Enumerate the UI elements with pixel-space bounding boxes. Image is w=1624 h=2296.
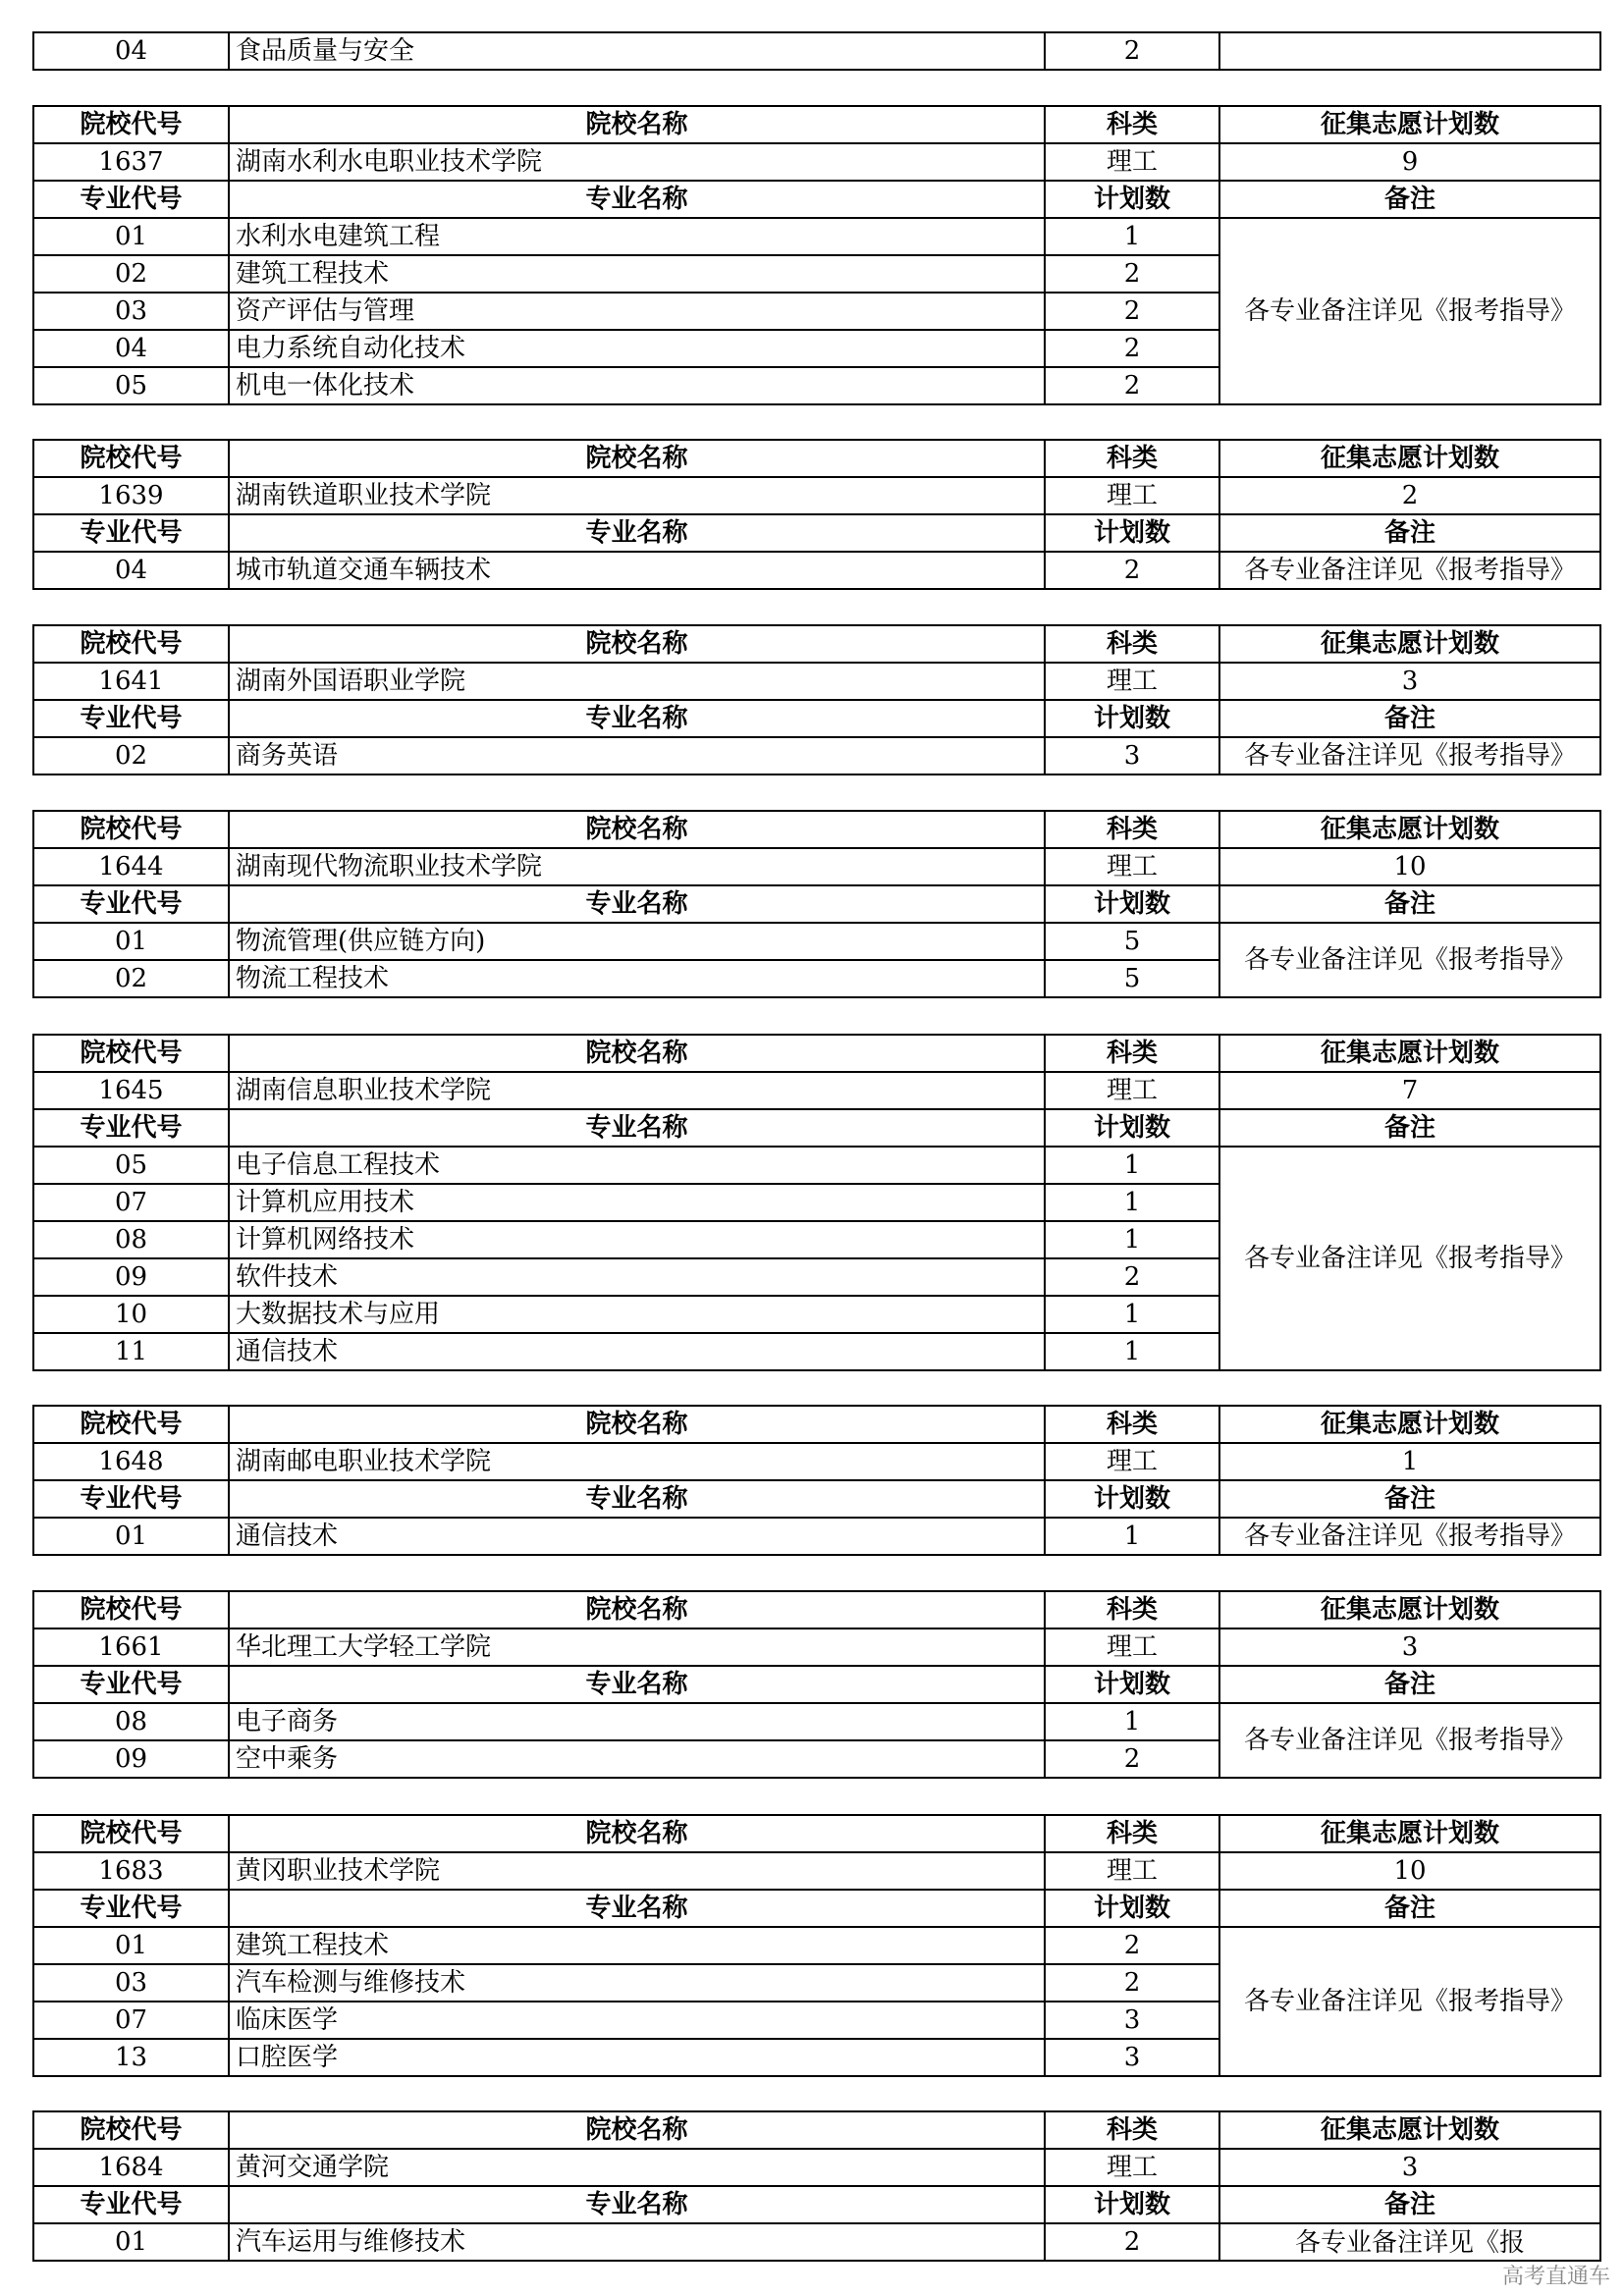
major-name: 建筑工程技术 bbox=[229, 255, 1045, 293]
header-note: 备注 bbox=[1219, 514, 1600, 552]
school-category: 理工 bbox=[1045, 1443, 1219, 1480]
major-code: 04 bbox=[33, 330, 229, 367]
major-plan: 5 bbox=[1045, 923, 1219, 960]
school-header-row bbox=[33, 1815, 1600, 1852]
header-category: 科类 bbox=[1045, 811, 1219, 848]
major-code: 07 bbox=[33, 2002, 229, 2039]
major-plan: 3 bbox=[1045, 2039, 1219, 2076]
major-note: 各专业备注详见《报考指导》 bbox=[1219, 552, 1600, 589]
school-category: 理工 bbox=[1045, 1852, 1219, 1890]
header-school-name: 院校名称 bbox=[229, 1815, 1045, 1852]
school-category: 理工 bbox=[1045, 663, 1219, 700]
header-major-name: 专业名称 bbox=[229, 1890, 1045, 1927]
header-school-name: 院校名称 bbox=[229, 440, 1045, 477]
header-plan: 计划数 bbox=[1045, 1109, 1219, 1147]
header-plan: 计划数 bbox=[1045, 1890, 1219, 1927]
school-info-row bbox=[33, 1443, 1600, 1480]
major-plan: 1 bbox=[1045, 1221, 1219, 1258]
major-code: 11 bbox=[33, 1333, 229, 1370]
header-plan-total: 征集志愿计划数 bbox=[1219, 440, 1600, 477]
major-row bbox=[33, 552, 1600, 589]
header-plan-total: 征集志愿计划数 bbox=[1219, 1406, 1600, 1443]
major-code: 10 bbox=[33, 1296, 229, 1333]
major-note: 各专业备注详见《报考指导》 bbox=[1219, 737, 1600, 774]
major-header-row bbox=[33, 181, 1600, 218]
header-category: 科类 bbox=[1045, 625, 1219, 663]
major-name: 水利水电建筑工程 bbox=[229, 218, 1045, 255]
school-header-row bbox=[33, 440, 1600, 477]
school-plan-total: 10 bbox=[1219, 1852, 1600, 1890]
header-category: 科类 bbox=[1045, 1815, 1219, 1852]
school-table bbox=[32, 1034, 1601, 1371]
major-header-row bbox=[33, 1666, 1600, 1703]
header-note: 备注 bbox=[1219, 181, 1600, 218]
school-name: 湖南水利水电职业技术学院 bbox=[229, 143, 1045, 181]
school-table bbox=[32, 2110, 1601, 2262]
major-name: 计算机网络技术 bbox=[229, 1221, 1045, 1258]
major-plan: 1 bbox=[1045, 1184, 1219, 1221]
major-note: 各专业备注详见《报考指导》 bbox=[1219, 1518, 1600, 1555]
major-code: 07 bbox=[33, 1184, 229, 1221]
major-code: 03 bbox=[33, 1964, 229, 2002]
major-plan: 2 bbox=[1045, 293, 1219, 330]
major-code: 01 bbox=[33, 2223, 229, 2261]
header-major-name: 专业名称 bbox=[229, 700, 1045, 737]
school-plan-total: 1 bbox=[1219, 1443, 1600, 1480]
header-school-code: 院校代号 bbox=[33, 1591, 229, 1629]
header-plan-total: 征集志愿计划数 bbox=[1219, 2111, 1600, 2149]
major-row bbox=[33, 737, 1600, 774]
header-plan: 计划数 bbox=[1045, 181, 1219, 218]
major-code: 09 bbox=[33, 1258, 229, 1296]
school-table bbox=[32, 624, 1601, 775]
school-info-row bbox=[33, 1852, 1600, 1890]
header-school-code: 院校代号 bbox=[33, 1035, 229, 1072]
school-plan-total: 3 bbox=[1219, 2149, 1600, 2186]
major-plan: 3 bbox=[1045, 737, 1219, 774]
school-header-row bbox=[33, 106, 1600, 143]
school-category: 理工 bbox=[1045, 2149, 1219, 2186]
school-table bbox=[32, 439, 1601, 590]
major-plan: 2 bbox=[1045, 255, 1219, 293]
school-info-row bbox=[33, 2149, 1600, 2186]
header-note: 备注 bbox=[1219, 1480, 1600, 1518]
major-code: 04 bbox=[33, 552, 229, 589]
header-major-name: 专业名称 bbox=[229, 514, 1045, 552]
major-header-row bbox=[33, 2186, 1600, 2223]
school-category: 理工 bbox=[1045, 143, 1219, 181]
header-major-code: 专业代号 bbox=[33, 2186, 229, 2223]
school-info-row bbox=[33, 848, 1600, 885]
school-info-row bbox=[33, 477, 1600, 514]
header-school-code: 院校代号 bbox=[33, 440, 229, 477]
major-note: 各专业备注详见《报考指导》 bbox=[1219, 1703, 1600, 1778]
major-plan: 2 bbox=[1045, 1258, 1219, 1296]
major-code: 05 bbox=[33, 1147, 229, 1184]
school-category: 理工 bbox=[1045, 477, 1219, 514]
major-plan: 3 bbox=[1045, 2002, 1219, 2039]
header-school-name: 院校名称 bbox=[229, 625, 1045, 663]
school-info-row bbox=[33, 143, 1600, 181]
major-name: 通信技术 bbox=[229, 1518, 1045, 1555]
school-code: 1644 bbox=[33, 848, 229, 885]
header-note: 备注 bbox=[1219, 885, 1600, 923]
major-row bbox=[33, 1927, 1600, 1964]
header-plan-total: 征集志愿计划数 bbox=[1219, 625, 1600, 663]
major-code: 08 bbox=[33, 1221, 229, 1258]
major-header-row bbox=[33, 1109, 1600, 1147]
header-category: 科类 bbox=[1045, 2111, 1219, 2149]
major-row bbox=[33, 1147, 1600, 1184]
major-name: 商务英语 bbox=[229, 737, 1045, 774]
major-name: 电子信息工程技术 bbox=[229, 1147, 1045, 1184]
header-major-code: 专业代号 bbox=[33, 514, 229, 552]
header-school-name: 院校名称 bbox=[229, 1591, 1045, 1629]
major-header-row bbox=[33, 514, 1600, 552]
school-code: 1641 bbox=[33, 663, 229, 700]
school-plan-total: 9 bbox=[1219, 143, 1600, 181]
school-name: 华北理工大学轻工学院 bbox=[229, 1629, 1045, 1666]
header-plan: 计划数 bbox=[1045, 1480, 1219, 1518]
header-plan-total: 征集志愿计划数 bbox=[1219, 1035, 1600, 1072]
school-category: 理工 bbox=[1045, 848, 1219, 885]
major-row bbox=[33, 218, 1600, 255]
header-major-name: 专业名称 bbox=[229, 1666, 1045, 1703]
major-code: 05 bbox=[33, 367, 229, 404]
major-code: 04 bbox=[33, 32, 229, 70]
header-school-code: 院校代号 bbox=[33, 625, 229, 663]
header-note: 备注 bbox=[1219, 1666, 1600, 1703]
major-name: 资产评估与管理 bbox=[229, 293, 1045, 330]
note-cell bbox=[1219, 32, 1600, 70]
school-header-row bbox=[33, 1591, 1600, 1629]
major-row bbox=[33, 2223, 1600, 2261]
header-note: 备注 bbox=[1219, 700, 1600, 737]
major-name: 汽车检测与维修技术 bbox=[229, 1964, 1045, 2002]
header-plan-total: 征集志愿计划数 bbox=[1219, 811, 1600, 848]
header-major-name: 专业名称 bbox=[229, 1109, 1045, 1147]
header-note: 备注 bbox=[1219, 1890, 1600, 1927]
school-info-row bbox=[33, 1629, 1600, 1666]
school-category: 理工 bbox=[1045, 1629, 1219, 1666]
school-header-row bbox=[33, 811, 1600, 848]
header-school-name: 院校名称 bbox=[229, 1406, 1045, 1443]
header-category: 科类 bbox=[1045, 106, 1219, 143]
header-school-code: 院校代号 bbox=[33, 1815, 229, 1852]
school-code: 1645 bbox=[33, 1072, 229, 1109]
major-plan: 1 bbox=[1045, 1518, 1219, 1555]
header-category: 科类 bbox=[1045, 1406, 1219, 1443]
major-plan: 2 bbox=[1045, 367, 1219, 404]
school-name: 湖南邮电职业技术学院 bbox=[229, 1443, 1045, 1480]
major-plan: 2 bbox=[1045, 32, 1219, 70]
major-note: 各专业备注详见《报 bbox=[1219, 2223, 1600, 2261]
header-note: 备注 bbox=[1219, 1109, 1600, 1147]
header-major-code: 专业代号 bbox=[33, 1666, 229, 1703]
header-major-name: 专业名称 bbox=[229, 2186, 1045, 2223]
major-plan: 1 bbox=[1045, 1147, 1219, 1184]
header-school-name: 院校名称 bbox=[229, 1035, 1045, 1072]
school-plan-total: 3 bbox=[1219, 1629, 1600, 1666]
continued-table-fragment bbox=[32, 31, 1601, 71]
school-name: 黄河交通学院 bbox=[229, 2149, 1045, 2186]
major-name: 口腔医学 bbox=[229, 2039, 1045, 2076]
major-note: 各专业备注详见《报考指导》 bbox=[1219, 1147, 1600, 1370]
major-name: 物流管理(供应链方向) bbox=[229, 923, 1045, 960]
major-plan: 1 bbox=[1045, 1333, 1219, 1370]
major-code: 13 bbox=[33, 2039, 229, 2076]
major-header-row bbox=[33, 1480, 1600, 1518]
major-code: 02 bbox=[33, 255, 229, 293]
major-code: 01 bbox=[33, 1518, 229, 1555]
header-note: 备注 bbox=[1219, 2186, 1600, 2223]
school-name: 湖南信息职业技术学院 bbox=[229, 1072, 1045, 1109]
major-code: 02 bbox=[33, 960, 229, 997]
school-name: 湖南外国语职业学院 bbox=[229, 663, 1045, 700]
header-major-code: 专业代号 bbox=[33, 181, 229, 218]
major-name: 城市轨道交通车辆技术 bbox=[229, 552, 1045, 589]
school-name: 湖南现代物流职业技术学院 bbox=[229, 848, 1045, 885]
major-name: 空中乘务 bbox=[229, 1740, 1045, 1778]
header-major-code: 专业代号 bbox=[33, 1480, 229, 1518]
header-major-code: 专业代号 bbox=[33, 1109, 229, 1147]
school-header-row bbox=[33, 1406, 1600, 1443]
school-plan-total: 7 bbox=[1219, 1072, 1600, 1109]
major-plan: 2 bbox=[1045, 1927, 1219, 1964]
school-header-row bbox=[33, 1035, 1600, 1072]
school-code: 1684 bbox=[33, 2149, 229, 2186]
school-code: 1639 bbox=[33, 477, 229, 514]
header-major-name: 专业名称 bbox=[229, 181, 1045, 218]
school-header-row bbox=[33, 625, 1600, 663]
header-school-name: 院校名称 bbox=[229, 2111, 1045, 2149]
major-plan: 2 bbox=[1045, 1964, 1219, 2002]
major-name: 机电一体化技术 bbox=[229, 367, 1045, 404]
school-plan-total: 10 bbox=[1219, 848, 1600, 885]
major-note: 各专业备注详见《报考指导》 bbox=[1219, 923, 1600, 997]
header-category: 科类 bbox=[1045, 1591, 1219, 1629]
major-name: 计算机应用技术 bbox=[229, 1184, 1045, 1221]
watermark: 高考直通车 bbox=[1501, 2265, 1610, 2289]
header-school-code: 院校代号 bbox=[33, 1406, 229, 1443]
school-info-row bbox=[33, 663, 1600, 700]
major-plan: 2 bbox=[1045, 1740, 1219, 1778]
header-major-name: 专业名称 bbox=[229, 885, 1045, 923]
major-name: 汽车运用与维修技术 bbox=[229, 2223, 1045, 2261]
header-plan: 计划数 bbox=[1045, 514, 1219, 552]
header-school-code: 院校代号 bbox=[33, 811, 229, 848]
major-header-row bbox=[33, 885, 1600, 923]
major-plan: 1 bbox=[1045, 218, 1219, 255]
school-name: 湖南铁道职业技术学院 bbox=[229, 477, 1045, 514]
major-code: 02 bbox=[33, 737, 229, 774]
major-name: 通信技术 bbox=[229, 1333, 1045, 1370]
major-name: 物流工程技术 bbox=[229, 960, 1045, 997]
school-table bbox=[32, 1405, 1601, 1556]
header-major-code: 专业代号 bbox=[33, 700, 229, 737]
school-name: 黄冈职业技术学院 bbox=[229, 1852, 1045, 1890]
school-table bbox=[32, 810, 1601, 998]
major-code: 01 bbox=[33, 1927, 229, 1964]
major-header-row bbox=[33, 700, 1600, 737]
school-table bbox=[32, 1814, 1601, 2077]
header-plan-total: 征集志愿计划数 bbox=[1219, 1591, 1600, 1629]
major-plan: 2 bbox=[1045, 330, 1219, 367]
major-plan: 2 bbox=[1045, 2223, 1219, 2261]
major-name: 食品质量与安全 bbox=[229, 32, 1045, 70]
header-school-name: 院校名称 bbox=[229, 811, 1045, 848]
header-plan-total: 征集志愿计划数 bbox=[1219, 106, 1600, 143]
school-plan-total: 3 bbox=[1219, 663, 1600, 700]
major-name: 电子商务 bbox=[229, 1703, 1045, 1740]
school-header-row bbox=[33, 2111, 1600, 2149]
header-school-name: 院校名称 bbox=[229, 106, 1045, 143]
major-code: 01 bbox=[33, 923, 229, 960]
header-category: 科类 bbox=[1045, 440, 1219, 477]
major-name: 软件技术 bbox=[229, 1258, 1045, 1296]
header-school-code: 院校代号 bbox=[33, 106, 229, 143]
header-plan: 计划数 bbox=[1045, 885, 1219, 923]
school-code: 1661 bbox=[33, 1629, 229, 1666]
major-name: 临床医学 bbox=[229, 2002, 1045, 2039]
school-plan-total: 2 bbox=[1219, 477, 1600, 514]
major-code: 03 bbox=[33, 293, 229, 330]
header-category: 科类 bbox=[1045, 1035, 1219, 1072]
school-code: 1648 bbox=[33, 1443, 229, 1480]
major-name: 大数据技术与应用 bbox=[229, 1296, 1045, 1333]
major-plan: 1 bbox=[1045, 1703, 1219, 1740]
major-row bbox=[33, 1703, 1600, 1740]
header-plan-total: 征集志愿计划数 bbox=[1219, 1815, 1600, 1852]
major-header-row bbox=[33, 1890, 1600, 1927]
header-major-name: 专业名称 bbox=[229, 1480, 1045, 1518]
header-major-code: 专业代号 bbox=[33, 885, 229, 923]
header-school-code: 院校代号 bbox=[33, 2111, 229, 2149]
header-plan: 计划数 bbox=[1045, 1666, 1219, 1703]
school-category: 理工 bbox=[1045, 1072, 1219, 1109]
table-row bbox=[33, 32, 1600, 70]
school-code: 1683 bbox=[33, 1852, 229, 1890]
major-code: 01 bbox=[33, 218, 229, 255]
major-code: 08 bbox=[33, 1703, 229, 1740]
major-plan: 5 bbox=[1045, 960, 1219, 997]
major-row bbox=[33, 923, 1600, 960]
major-name: 电力系统自动化技术 bbox=[229, 330, 1045, 367]
header-plan: 计划数 bbox=[1045, 700, 1219, 737]
major-note: 各专业备注详见《报考指导》 bbox=[1219, 218, 1600, 404]
major-plan: 2 bbox=[1045, 552, 1219, 589]
header-major-code: 专业代号 bbox=[33, 1890, 229, 1927]
major-name: 建筑工程技术 bbox=[229, 1927, 1045, 1964]
school-code: 1637 bbox=[33, 143, 229, 181]
major-code: 09 bbox=[33, 1740, 229, 1778]
major-note: 各专业备注详见《报考指导》 bbox=[1219, 1927, 1600, 2076]
major-row bbox=[33, 1518, 1600, 1555]
school-table bbox=[32, 105, 1601, 405]
major-plan: 1 bbox=[1045, 1296, 1219, 1333]
header-plan: 计划数 bbox=[1045, 2186, 1219, 2223]
school-table bbox=[32, 1590, 1601, 1779]
school-info-row bbox=[33, 1072, 1600, 1109]
